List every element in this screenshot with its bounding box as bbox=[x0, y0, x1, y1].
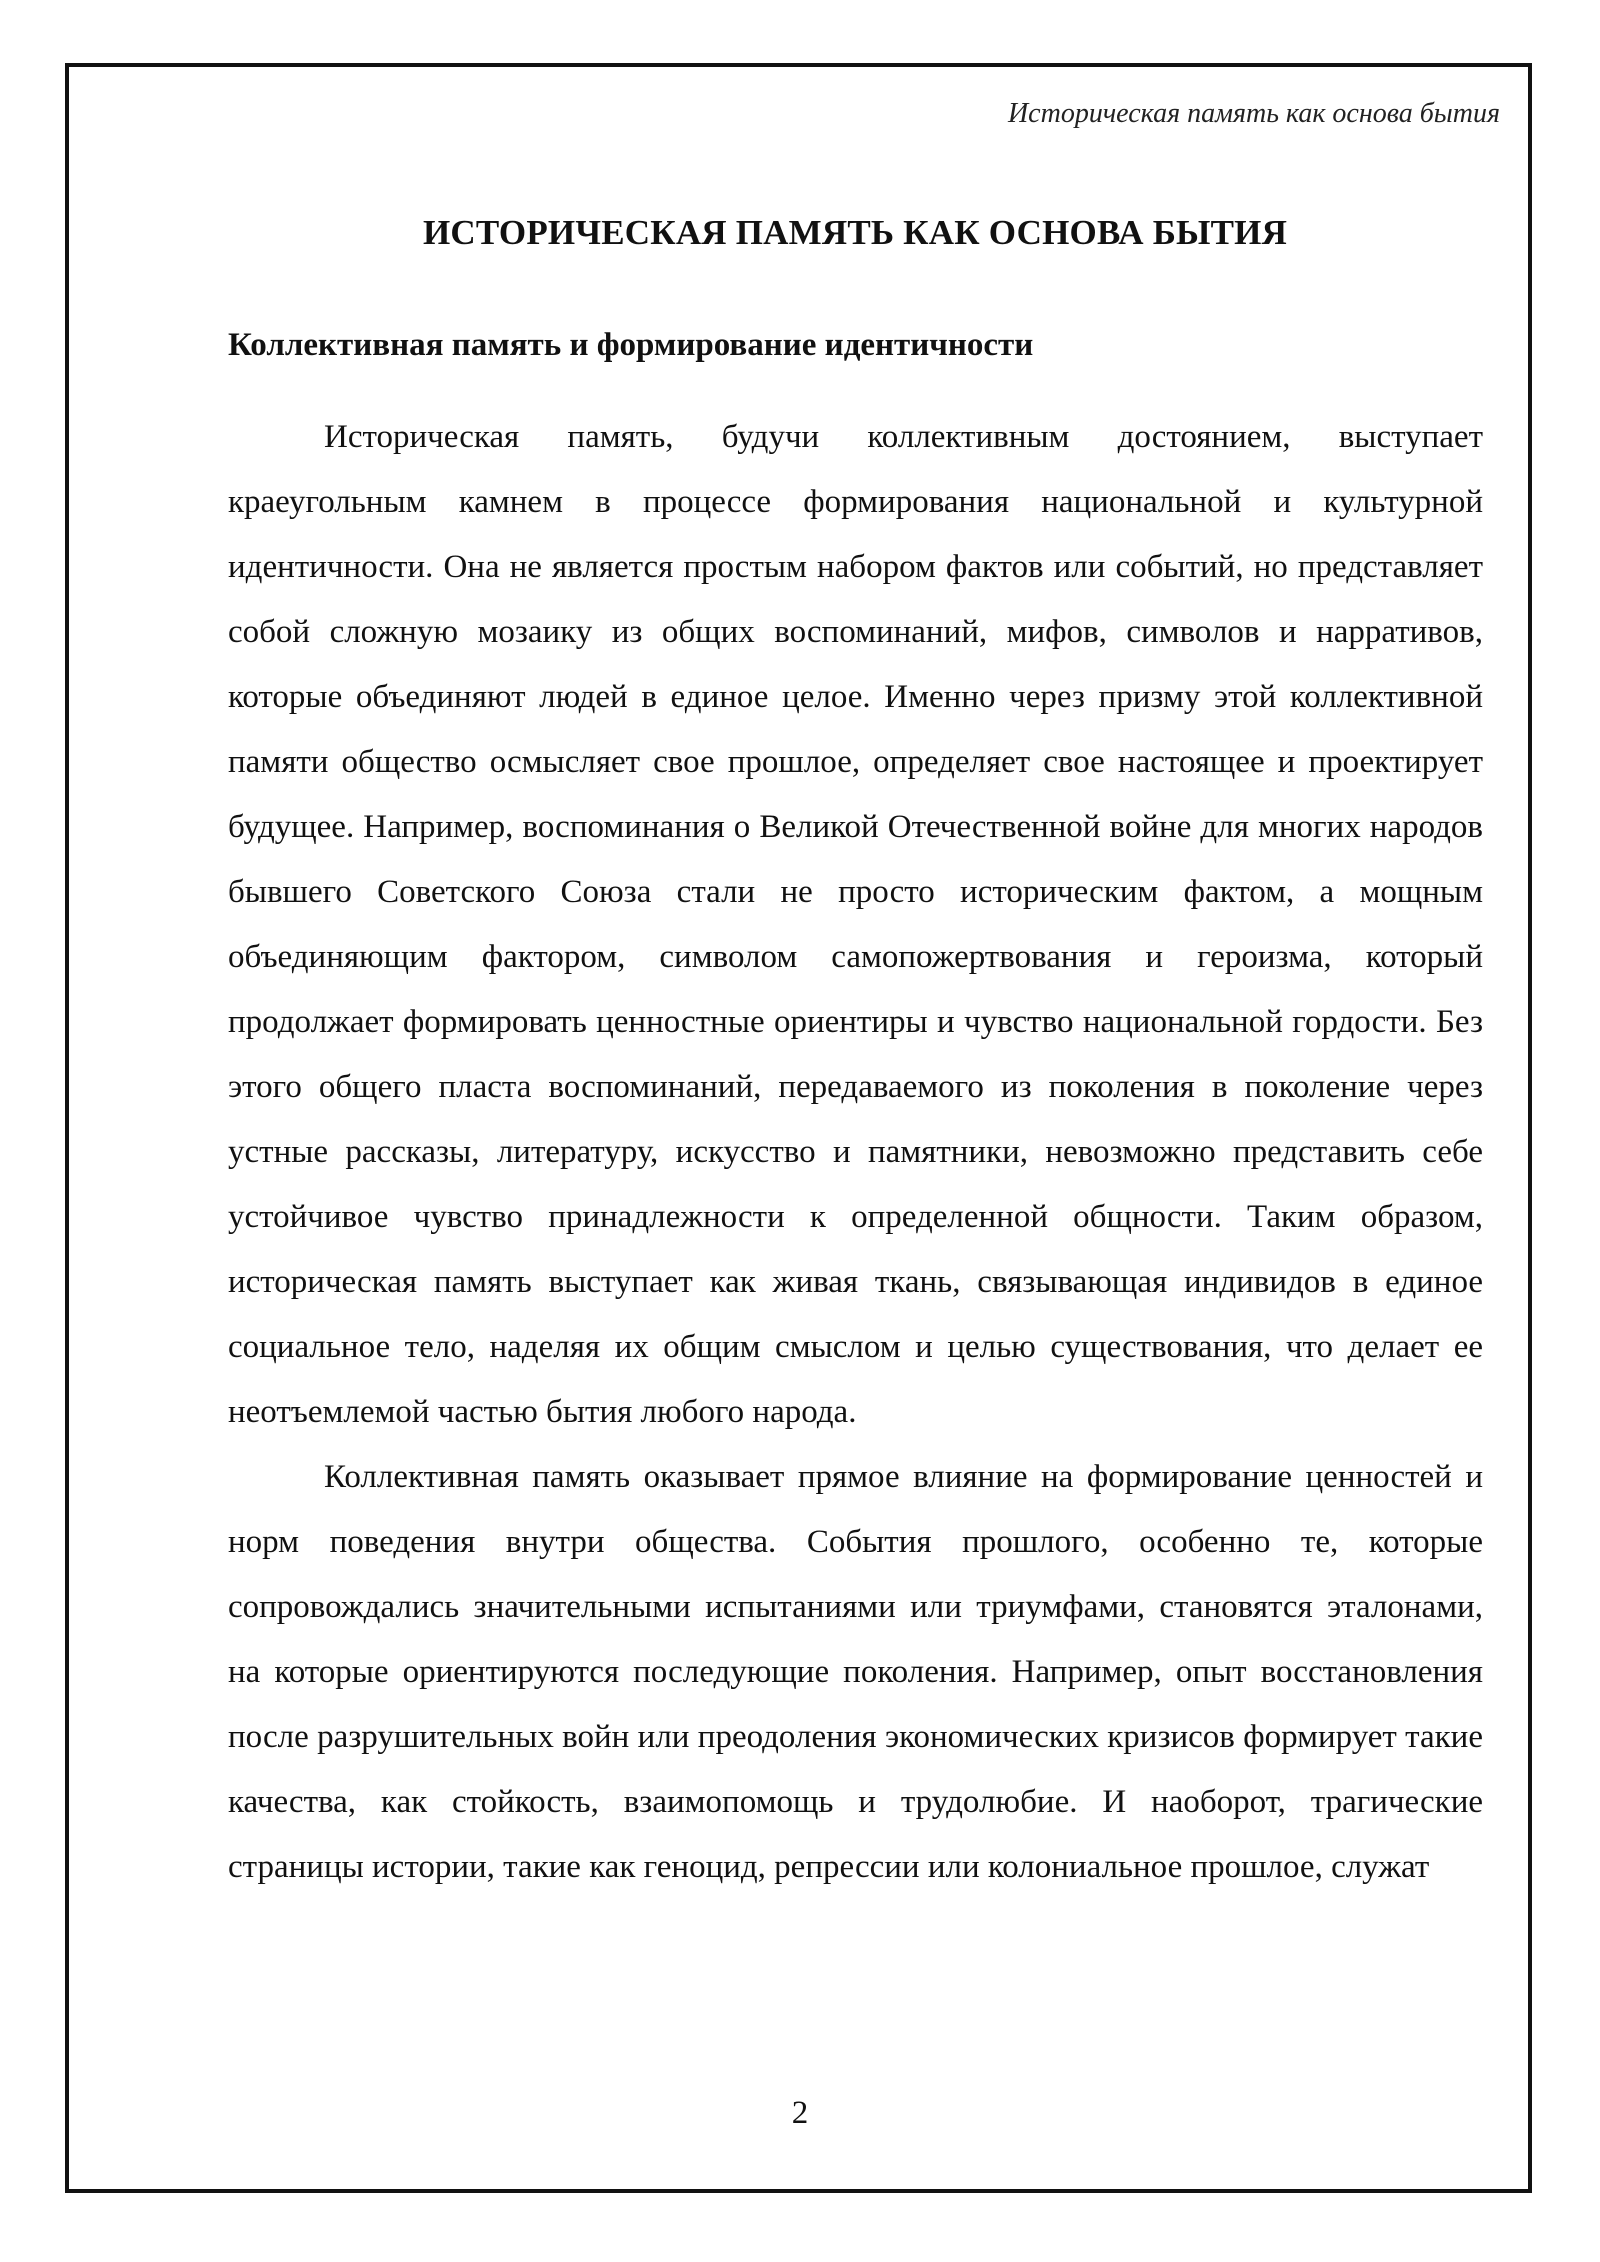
section-heading: Коллективная память и формирование идентичности bbox=[228, 327, 1034, 363]
running-header: Историческая память как основа бытия bbox=[1007, 98, 1500, 129]
body-text bbox=[228, 405, 1483, 1900]
paragraph: Коллективная память оказывает прямое влияние на формирование ценностей и норм поведения внутри общества. События прошлого, особенно те, которые сопровождались значительными испытаниями или триумфами, становятся эталонами, на которые ориентируются последующие поколения. Например, опыт восстановления после разрушительных войн или преодоления экономических кризисов формирует такие качества, как стойкость, взаимопомощь и трудолюбие. И наоборот, трагические страницы истории, такие как геноцид, репрессии или колониальное прошлое, служат bbox=[228, 1459, 1483, 1885]
paragraph: Историческая память, будучи коллективным достоянием, выступает краеугольным камнем в процессе формирования национальной и культурной идентичности. Она не является простым набором фактов или событий, но представляет собой сложную мозаику из общих воспоминаний, мифов, символов и нарративов, которые объединяют людей в единое целое. Именно через призму этой коллективной памяти общество осмысляет свое прошлое, определяет свое настоящее и проектирует будущее. Например, воспоминания о Великой Отечественной войне для многих народов бывшего Советского Союза стали не просто историческим фактом, а мощным объединяющим фактором, символом самопожертвования и героизма, который продолжает формировать ценностные ориентиры и чувство национальной гордости. Без этого общего пласта воспоминаний, передаваемого из поколения в поколение через устные рассказы, литературу, искусство и памятники, невозможно представить себе устойчивое чувство принадлежности к определенной общности. Таким образом, историческая память выступает как живая ткань, связывающая индивидов в единое социальное тело, наделяя их общим смыслом и целью существования, что делает ее неотъемлемой частью бытия любого народа. bbox=[228, 419, 1483, 1430]
page-number: 2 bbox=[791, 2095, 809, 2131]
document-title: ИСТОРИЧЕСКАЯ ПАМЯТЬ КАК ОСНОВА БЫТИЯ bbox=[422, 213, 1288, 252]
